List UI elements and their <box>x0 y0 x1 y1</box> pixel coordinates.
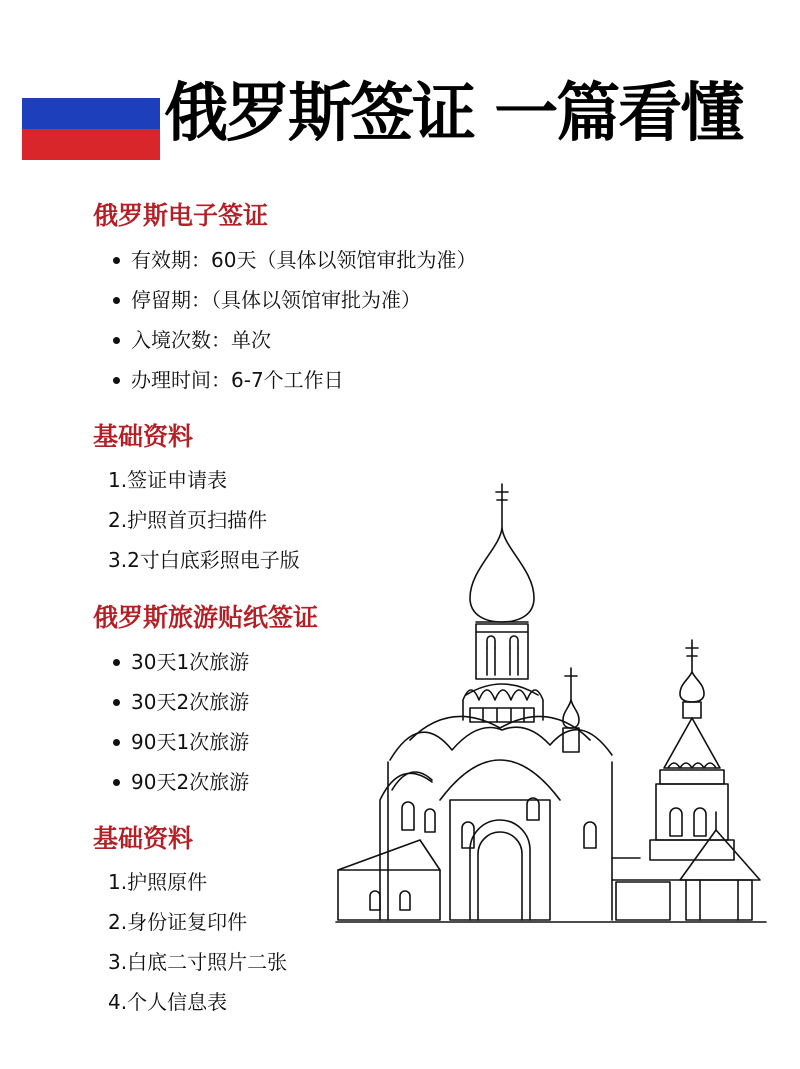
list-item: 1.护照原件 <box>108 870 208 894</box>
section-heading-sticker-visa: 俄罗斯旅游贴纸签证 <box>93 603 319 632</box>
list-item: 2.身份证复印件 <box>108 910 248 934</box>
bullet-icon <box>113 779 120 786</box>
list-item: 办理时间：6-7个工作日 <box>131 368 344 392</box>
bullet-icon <box>113 377 120 384</box>
flag-stripe-blue <box>22 98 160 129</box>
list-item: 30天1次旅游 <box>131 650 250 674</box>
section-heading-basic-docs-2: 基础资料 <box>93 824 194 853</box>
list-item: 3.白底二寸照片二张 <box>108 950 288 974</box>
bullet-icon <box>113 297 120 304</box>
orthodox-church-icon <box>330 478 770 928</box>
list-item: 4.个人信息表 <box>108 990 228 1014</box>
list-item: 30天2次旅游 <box>131 690 250 714</box>
list-item: 90天1次旅游 <box>131 730 250 754</box>
flag-stripe-red <box>22 129 160 160</box>
list-item: 有效期：60天（具体以领馆审批为准） <box>131 248 477 272</box>
bullet-icon <box>113 739 120 746</box>
bullet-icon <box>113 699 120 706</box>
page-title: 俄罗斯签证 一篇看懂 <box>164 77 743 151</box>
list-item: 停留期：（具体以领馆审批为准） <box>131 288 421 312</box>
list-item: 90天2次旅游 <box>131 770 250 794</box>
list-item: 1.签证申请表 <box>108 468 228 492</box>
section-heading-e-visa: 俄罗斯电子签证 <box>93 201 269 230</box>
russia-flag-icon <box>22 67 160 160</box>
bullet-icon <box>113 257 120 264</box>
bullet-icon <box>113 337 120 344</box>
list-item: 2.护照首页扫描件 <box>108 508 268 532</box>
flag-stripe-white <box>22 67 160 98</box>
section-heading-basic-docs: 基础资料 <box>93 422 194 451</box>
list-item: 入境次数：单次 <box>131 328 271 352</box>
list-item: 3.2寸白底彩照电子版 <box>108 548 300 572</box>
bullet-icon <box>113 659 120 666</box>
